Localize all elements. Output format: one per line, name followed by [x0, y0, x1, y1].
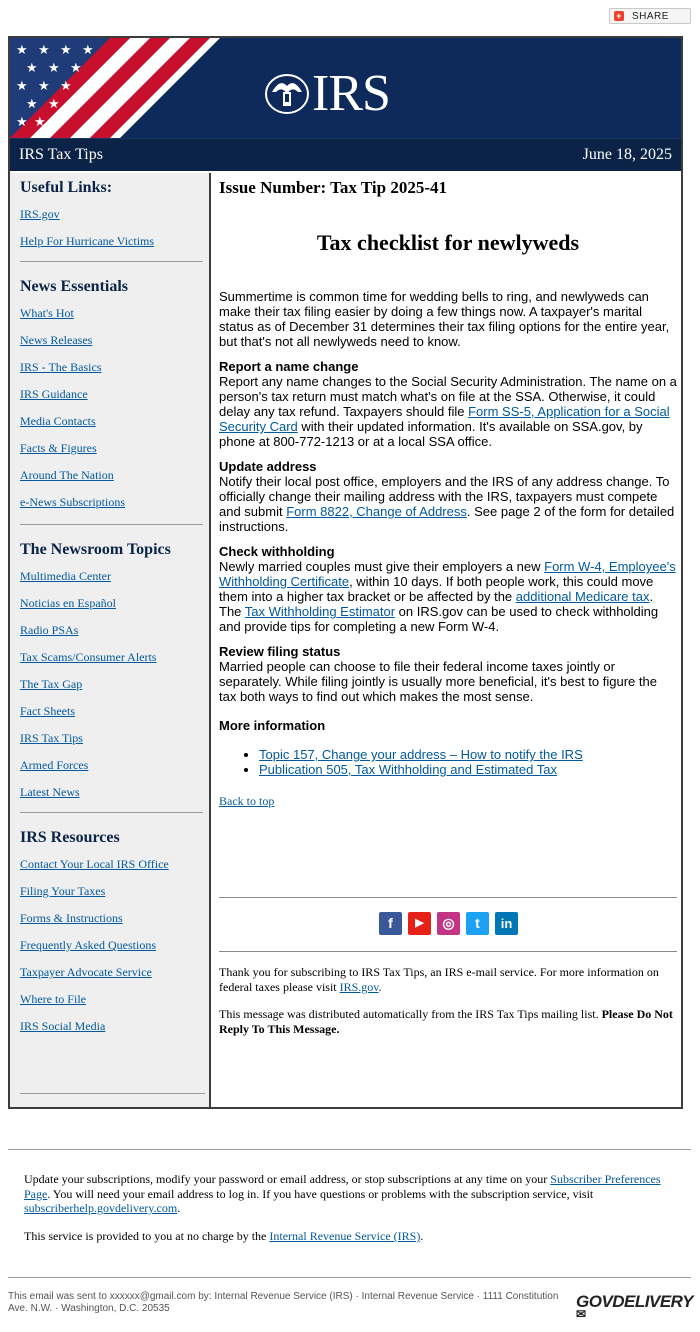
name-change-section: [219, 359, 677, 449]
youtube-icon[interactable]: ▶: [408, 912, 431, 935]
withholding-text-3: . The: [219, 589, 654, 619]
do-not-reply-text: Please Do Not Reply To This Message.: [219, 1007, 673, 1036]
useful-links-section: [10, 173, 209, 255]
svg-text:★: ★: [34, 115, 46, 130]
topic-157-link[interactable]: Topic 157, Change your address – How to notify the IRS: [259, 747, 583, 762]
envelope-icon: ✉: [576, 1307, 586, 1321]
sidebar-link-guidance[interactable]: IRS Guidance: [20, 387, 88, 401]
sidebar-link-fact-sheets[interactable]: Fact Sheets: [20, 704, 75, 718]
divider: [8, 1277, 691, 1278]
newsletter-frame: [8, 36, 683, 1109]
social-icons: [379, 912, 518, 935]
irs-link[interactable]: Internal Revenue Service (IRS): [269, 1229, 421, 1243]
share-label: SHARE: [632, 10, 669, 22]
sidebar-link-armed-forces[interactable]: Armed Forces: [20, 758, 89, 772]
irs-resources-heading: IRS Resources: [20, 829, 120, 846]
list-item: [259, 762, 677, 777]
intro-paragraph: Summertime is common time for wedding bells to ring, and newlyweds can make their tax filing easier by doing a few things now. A taxpayer's marital status as of December 31 determines their tax filing options for the entire year, but that's not all newlyweds need to know.: [219, 289, 670, 349]
svg-text:★: ★: [16, 43, 28, 58]
govdelivery-text: GOVDELIVERY: [576, 1292, 693, 1311]
eagle-icon: [264, 72, 310, 116]
sidebar-link-basics[interactable]: IRS - The Basics: [20, 360, 102, 374]
sidebar-link-faq[interactable]: Frequently Asked Questions: [20, 938, 156, 952]
filing-status-section: [219, 644, 677, 704]
article-body: [219, 289, 677, 809]
sidebar-link-irs-gov[interactable]: IRS.gov: [20, 207, 60, 221]
thanks-text-2: .: [378, 980, 382, 994]
sidebar-link-filing[interactable]: Filing Your Taxes: [20, 884, 106, 898]
thanks-text-1: Thank you for subscribing to IRS Tax Tips, an IRS e-mail service. For more information on federal taxes please visit: [219, 965, 659, 994]
sidebar-link-social-media[interactable]: IRS Social Media: [20, 1019, 106, 1033]
sidebar-link-noticias[interactable]: Noticias en Español: [20, 596, 116, 610]
flag-graphic: [10, 38, 230, 138]
svg-text:★: ★: [82, 43, 94, 58]
sidebar-link-media-contacts[interactable]: Media Contacts: [20, 414, 96, 428]
filing-status-text: Married people can choose to file their federal income taxes jointly or separately. While filing jointly is usually more beneficial, it's best to figure the tax both ways to find out which makes the most sense.: [219, 659, 657, 704]
subscription-management-note: [24, 1172, 674, 1216]
sidebar-link-whats-hot[interactable]: What's Hot: [20, 306, 74, 320]
form-w4-link[interactable]: Form W-4, Employee's Withholding Certificate: [219, 559, 676, 589]
subscriber-preferences-link[interactable]: Subscriber Preferences Page: [24, 1172, 661, 1201]
sidebar-link-forms[interactable]: Forms & Instructions: [20, 911, 123, 925]
newsroom-topics-section: [10, 525, 209, 806]
back-to-top-link[interactable]: Back to top: [219, 794, 275, 808]
name-change-text-2: with their updated information. It's available on SSA.gov, by phone at 800-772-1213 or at a local SSA office.: [219, 419, 643, 449]
plus-icon: +: [614, 11, 624, 21]
service-provided-note: [24, 1229, 674, 1244]
sidebar-link-hurricane[interactable]: Help For Hurricane Victims: [20, 234, 155, 248]
filing-status-heading: Review filing status: [219, 644, 341, 659]
withholding-estimator-link[interactable]: Tax Withholding Estimator: [244, 604, 396, 619]
divider: [8, 1149, 691, 1150]
distributed-text: This message was distributed automatically from the IRS Tax Tips mailing list.: [219, 1007, 602, 1021]
svg-text:★: ★: [48, 97, 60, 112]
sidebar-link-news-releases[interactable]: News Releases: [20, 333, 93, 347]
svg-text:★: ★: [38, 43, 50, 58]
address-text-2: . See page 2 of the form for detailed instructions.: [219, 504, 675, 534]
govdelivery-logo[interactable]: [576, 1292, 700, 1332]
sidebar: [10, 173, 211, 1107]
form-8822-link[interactable]: Form 8822, Change of Address: [286, 504, 467, 519]
svg-text:★: ★: [48, 61, 60, 76]
withholding-text-2: , within 10 days. If both people work, this could move them into a higher tax bracket or be affected by the: [219, 574, 654, 604]
sidebar-link-tax-gap[interactable]: The Tax Gap: [20, 677, 83, 691]
provided-text-2: .: [420, 1229, 424, 1243]
title-bar: [10, 138, 681, 171]
withholding-heading: Check withholding: [219, 544, 335, 559]
svg-text:★: ★: [70, 61, 82, 76]
more-info-list: [219, 747, 677, 777]
email-sent-note: This email was sent to xxxxxx@gmail.com by: Internal Revenue Service (IRS) · Internal Revenue Service · 1111 Constitution Ave. N.W. · Washington, D.C. 20535: [8, 1291, 559, 1314]
sidebar-link-tax-tips[interactable]: IRS Tax Tips: [20, 731, 83, 745]
withholding-text-4: on IRS.gov can be used to check withholding and provide tips for completing a new Form W-4.: [219, 604, 659, 634]
share-button[interactable]: [609, 8, 691, 24]
svg-text:★: ★: [38, 79, 50, 94]
svg-text:★: ★: [16, 115, 28, 130]
sidebar-link-around-nation[interactable]: Around The Nation: [20, 468, 114, 482]
irs-logo: [264, 65, 390, 122]
form-ss5-link[interactable]: Form SS-5, Application for a Social Security Card: [219, 404, 670, 434]
address-heading: Update address: [219, 459, 317, 474]
svg-text:★: ★: [26, 97, 38, 112]
logo-text: IRS: [312, 65, 390, 122]
newsletter-title: IRS Tax Tips: [19, 146, 103, 163]
more-info-heading: More information: [219, 718, 326, 733]
provided-text-1: This service is provided to you at no charge by the: [24, 1229, 270, 1243]
divider: [219, 897, 677, 898]
banner: [10, 38, 681, 138]
instagram-icon[interactable]: ◎: [437, 912, 460, 935]
article-headline: Tax checklist for newlyweds: [316, 230, 580, 255]
subs-text-3: .: [177, 1201, 181, 1215]
subscription-thanks: [219, 965, 677, 995]
publication-505-link[interactable]: Publication 505, Tax Withholding and Estimated Tax: [259, 762, 557, 777]
withholding-text-1: Newly married couples must give their employers a new: [219, 559, 545, 574]
main-content: [219, 173, 677, 1107]
sidebar-link-where-to-file[interactable]: Where to File: [20, 992, 86, 1006]
sidebar-link-latest-news[interactable]: Latest News: [20, 785, 80, 799]
facebook-icon[interactable]: f: [379, 912, 402, 935]
svg-text:★: ★: [60, 79, 72, 94]
sidebar-link-radio-psas[interactable]: Radio PSAs: [20, 623, 79, 637]
irs-gov-link[interactable]: IRS.gov: [339, 980, 379, 994]
address-text-1: Notify their local post office, employers and the IRS of any address change. To officially change their mailing address with the IRS, taxpayers must compete and submit: [219, 474, 670, 519]
name-change-heading: Report a name change: [219, 359, 359, 374]
list-item: [259, 747, 677, 762]
distribution-note: [219, 1007, 677, 1037]
svg-text:★: ★: [26, 61, 38, 76]
sidebar-link-tax-scams[interactable]: Tax Scams/Consumer Alerts: [20, 650, 157, 664]
name-change-text-1: Report any name changes to the Social Security Administration. The name on a person's tax return must match what's on file at the SSA. Otherwise, it could delay any tax refund. Taxpayers should file: [219, 374, 677, 419]
news-essentials-heading: News Essentials: [20, 278, 129, 295]
address-section: [219, 459, 677, 534]
divider: [219, 951, 677, 952]
twitter-icon[interactable]: t: [466, 912, 489, 935]
irs-resources-section: [10, 813, 209, 1040]
divider: [20, 1093, 205, 1094]
withholding-section: [219, 544, 677, 634]
linkedin-icon[interactable]: in: [495, 912, 518, 935]
sidebar-link-facts[interactable]: Facts & Figures: [20, 441, 97, 455]
sidebar-link-multimedia[interactable]: Multimedia Center: [20, 569, 111, 583]
subscriber-help-link[interactable]: subscriberhelp.govdelivery.com: [24, 1201, 178, 1215]
useful-links-heading: Useful Links:: [20, 179, 113, 196]
subs-text-1: Update your subscriptions, modify your password or email address, or stop subscriptions at any time on your: [24, 1172, 551, 1186]
subs-text-2: . You will need your email address to log in. If you have questions or problems with the subscription service, visit: [47, 1186, 594, 1201]
newsroom-topics-heading: The Newsroom Topics: [20, 541, 171, 558]
news-essentials-section: [10, 262, 209, 516]
svg-text:★: ★: [60, 43, 72, 58]
issue-number: Issue Number: Tax Tip 2025-41: [219, 178, 447, 197]
sidebar-link-advocate[interactable]: Taxpayer Advocate Service: [20, 965, 152, 979]
sidebar-link-local-office[interactable]: Contact Your Local IRS Office: [20, 857, 169, 871]
medicare-tax-link[interactable]: additional Medicare tax: [515, 589, 650, 604]
issue-date: June 18, 2025: [582, 146, 672, 163]
sidebar-link-enews[interactable]: e-News Subscriptions: [20, 495, 125, 509]
svg-text:★: ★: [16, 79, 28, 94]
